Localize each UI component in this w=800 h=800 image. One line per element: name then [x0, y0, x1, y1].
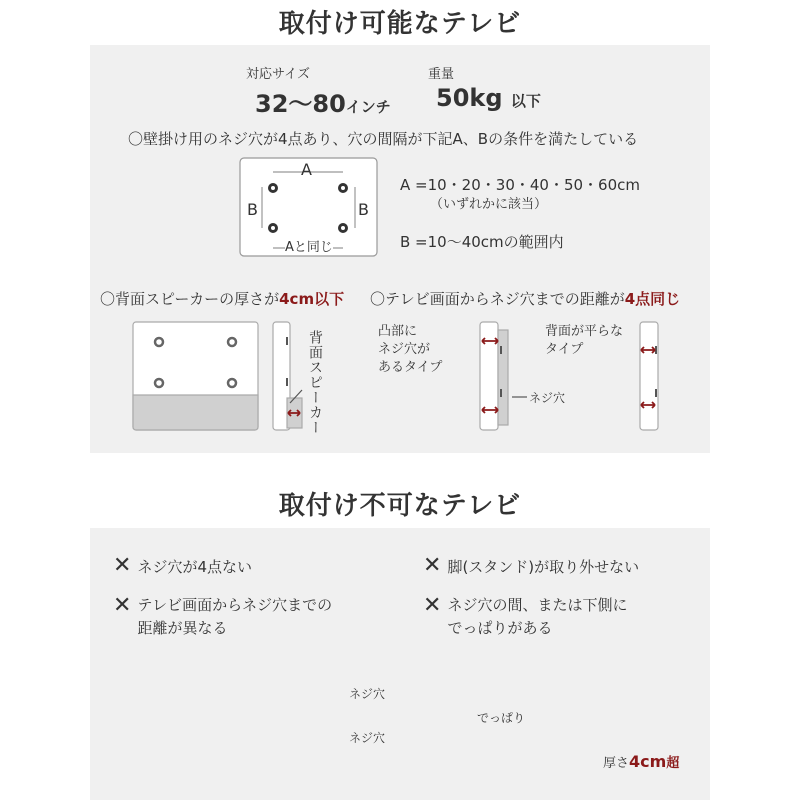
flat-line: 背面が平らな: [545, 324, 624, 339]
x-icon: ✕: [423, 553, 442, 578]
b-rule: B =10〜40cmの範囲内: [400, 233, 564, 251]
x-icon: ✕: [423, 593, 442, 618]
ng-item: [423, 553, 639, 578]
ng-item: [423, 594, 627, 640]
convex-line: あるタイプ: [378, 360, 443, 375]
speaker-label: 背面スピーカー: [307, 330, 323, 435]
possible-title: 取付け可能なテレビ: [278, 9, 522, 39]
flat-label: [545, 323, 623, 359]
speaker-heading: [100, 288, 344, 309]
ng-item: [113, 594, 332, 640]
speaker-heading-text: 〇背面スピーカーの厚さが: [100, 290, 280, 308]
screw-hole-label: ネジ穴: [529, 391, 566, 405]
weight-number: 50kg: [436, 84, 503, 112]
weight-unit: 以下: [510, 92, 541, 110]
label-a: A: [301, 160, 312, 179]
label-a-same: Aと同じ: [285, 236, 333, 255]
label-b-right: B: [358, 200, 369, 219]
size-number: 32〜80: [255, 90, 346, 118]
a-note: （いずれかに該当）: [430, 197, 548, 212]
ng-text: 脚(スタンド)が取り外せない: [447, 558, 640, 576]
convex-line: 凸部に: [378, 324, 418, 339]
convex-label: [378, 323, 468, 377]
thick-text: 厚さ: [603, 756, 630, 771]
screw-hole-label: ネジ穴: [349, 687, 386, 701]
label-b-left: B: [247, 200, 258, 219]
thick-red-suffix: 超: [666, 756, 680, 771]
flat-line: タイプ: [545, 342, 584, 357]
ng-text: ネジ穴の間、または下側に: [447, 596, 628, 614]
ng-text: でっぱりがある: [447, 619, 553, 637]
x-icon: ✕: [113, 593, 132, 618]
distance-heading-red: 4点同じ: [624, 290, 681, 308]
size-unit: インチ: [345, 98, 391, 116]
impossible-title: 取付け不可なテレビ: [278, 491, 522, 521]
screw-hole-label: ネジ穴: [349, 731, 386, 745]
ng-item: [113, 553, 252, 578]
distance-heading-text: 〇テレビ画面からネジ穴までの距離が: [370, 290, 625, 308]
convex-line: ネジ穴が: [378, 342, 431, 357]
ng-text: 距離が異なる: [137, 619, 228, 637]
thick-red: 4cm: [629, 752, 667, 771]
x-icon: ✕: [113, 553, 132, 578]
bump-label: でっぱり: [477, 711, 526, 725]
speaker-heading-red: 4cm以下: [279, 290, 345, 308]
weight-label: 重量: [428, 67, 455, 82]
a-rule: A =10・20・30・40・50・60cm: [400, 176, 640, 194]
size-label: 対応サイズ: [246, 67, 310, 82]
hole-condition: 〇壁掛け用のネジ穴が4点あり、穴の間隔が下記A、Bの条件を満たしている: [128, 130, 639, 148]
distance-heading: [370, 288, 680, 309]
ng-text: テレビ画面からネジ穴までの: [137, 596, 333, 614]
thickness-label: [603, 752, 679, 771]
ng-text: ネジ穴が4点ない: [137, 558, 252, 576]
